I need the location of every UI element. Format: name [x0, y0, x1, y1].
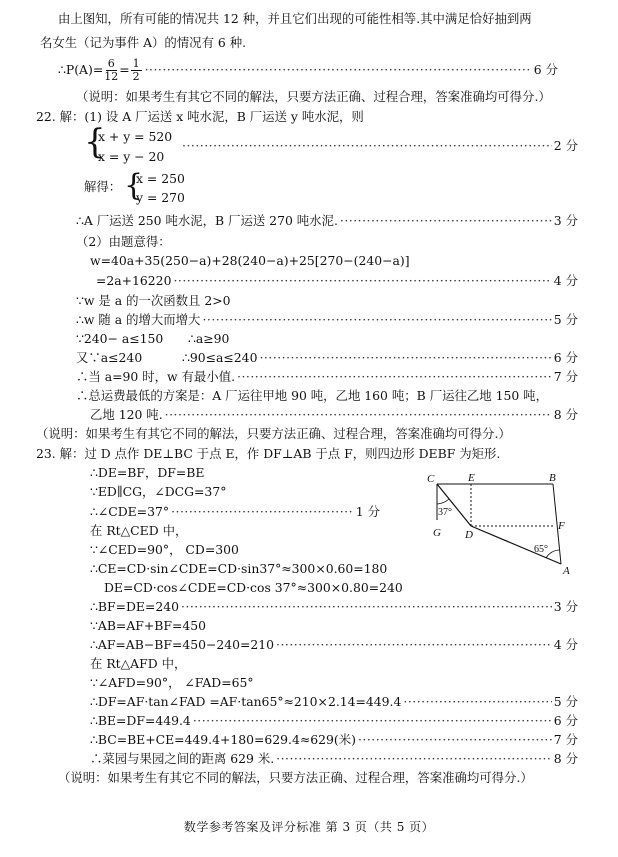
label-B: B	[549, 472, 556, 484]
equation: x + y = 520	[98, 129, 173, 144]
note-line: （说明：如果考生有其它不同的解法，只要方法正确、过程合理，答案准确均可得分.）	[58, 770, 533, 785]
equation: x = y − 20	[98, 149, 165, 164]
text-line: 由上图知，所有可能的情况共 12 种，并且它们出现的可能性相等.其中满足恰好抽到两	[58, 11, 532, 26]
statement: ∴BF=DE=240	[90, 599, 179, 614]
angle-label-37: 37°	[438, 507, 452, 518]
label-F: F	[558, 520, 565, 532]
statement: 在 Rt△AFD 中，	[90, 656, 187, 671]
equals-sign: =	[119, 62, 130, 77]
score-line	[96, 272, 578, 290]
score: 5 分	[553, 312, 578, 327]
score-line	[90, 636, 578, 654]
score: 8 分	[553, 751, 578, 766]
question-23-heading: 23. 解：过 D 点作 DE⊥BC 于点 E，作 DF⊥AB 于点 F，则四边形 DEBF 为矩形.	[36, 446, 501, 461]
score-line	[76, 311, 578, 329]
statement: ∵∠AFD=90°， ∠FAD=65°	[90, 675, 254, 690]
denominator: 2	[132, 70, 140, 83]
leader-dots	[165, 406, 552, 424]
label-D: D	[465, 529, 473, 541]
score: 6 分	[553, 350, 578, 365]
statement: ∴a≥90	[188, 331, 230, 346]
score: 6 分	[553, 713, 578, 728]
label-A: A	[563, 565, 570, 577]
score: 3 分	[553, 213, 578, 228]
leader-dots	[193, 712, 552, 730]
leader-dots	[358, 731, 552, 749]
score-line	[182, 349, 578, 367]
numerator: 6	[107, 57, 115, 70]
system-brace: {	[84, 122, 106, 162]
system-brace: {	[124, 168, 144, 203]
leader-dots	[276, 636, 552, 654]
statement: 在 Rt△CED 中，	[90, 523, 188, 538]
numerator: 1	[132, 57, 140, 70]
statement: ∵w 是 a 的一次函数且 2>0	[76, 293, 231, 308]
equation: =2a+16220	[96, 273, 172, 288]
score: 4 分	[553, 637, 578, 652]
score: 3 分	[553, 599, 578, 614]
leader-dots	[237, 368, 552, 386]
statement: ∵240− a≤150	[76, 331, 164, 346]
leader-dots	[145, 58, 532, 82]
leader-dots	[340, 212, 552, 230]
score-line	[180, 137, 578, 155]
text-line: 名女生（记为事件 A）的情况有 6 种.	[40, 35, 247, 50]
score-line	[90, 712, 578, 730]
score: 8 分	[553, 407, 578, 422]
score-line	[90, 693, 578, 711]
statement: ∴A 厂运送 250 吨水泥，B 厂运送 270 吨水泥.	[76, 213, 338, 228]
fraction	[104, 58, 118, 83]
score-line	[58, 58, 558, 83]
label-G: G	[433, 527, 441, 539]
score-line	[90, 406, 578, 424]
score: 5 分	[553, 694, 578, 709]
leader-dots	[202, 311, 551, 329]
statement: ∴AF=AB−BF=450−240=210	[90, 637, 275, 652]
fraction	[131, 58, 142, 83]
note-line: （说明：如果考生有其它不同的解法，只要方法正确、过程合理，答案准确均可得分.）	[76, 89, 551, 104]
statement: 乙地 120 吨.	[90, 407, 163, 422]
statement: ∴CE=CD·sin∠CDE=CD·sin37°≈300×0.60=180	[90, 561, 388, 576]
label-E: E	[468, 472, 475, 484]
part-heading: （2）由题意得：	[76, 234, 171, 249]
statement: ∴当 a=90 时，w 有最小值.	[76, 369, 236, 384]
leader-dots	[173, 272, 551, 290]
denominator: 12	[104, 70, 119, 83]
score: 2 分	[553, 138, 578, 153]
statement: 又∵a≤240	[76, 350, 143, 365]
leader-dots	[259, 349, 551, 367]
statement: ∴∠CDE=37°	[90, 504, 170, 519]
score-line	[90, 503, 380, 521]
leader-dots	[276, 750, 552, 768]
score-line	[90, 750, 578, 768]
angle-arc-37	[437, 499, 449, 504]
score: 7 分	[553, 732, 578, 747]
leader-dots	[403, 693, 551, 711]
equation: w=40a+35(250−a)+28(240−a)+25[270−(240−a)]	[90, 253, 410, 268]
statement: ∵∠CED=90°， CD=300	[90, 542, 239, 557]
statement: ∵ED∥CG，∠DCG=37°	[90, 484, 227, 499]
statement: ∴90≤a≤240	[182, 350, 258, 365]
statement: ∵AB=AF+BF=450	[90, 618, 206, 633]
solution: y = 270	[136, 190, 185, 205]
score: 7 分	[553, 369, 578, 384]
page-footer: 数学参考答案及评分标准 第 3 页（共 5 页）	[183, 820, 435, 834]
score-line	[90, 731, 578, 749]
solution: x = 250	[136, 171, 185, 186]
statement: ∴BE=DF=449.4	[90, 713, 191, 728]
statement: ∴菜园与果园之间的距离 629 米.	[90, 751, 275, 766]
score-line	[76, 368, 578, 386]
statement: ∴w 随 a 的增大而增大	[76, 312, 201, 327]
score: 4 分	[553, 273, 578, 288]
statement: ∴总运费最低的方案是：A 厂运往甲地 90 吨，乙地 160 吨；B 厂运往乙地 150 吨，	[76, 388, 548, 403]
angle-label-65: 65°	[534, 544, 548, 555]
geometry-figure	[425, 470, 575, 580]
probability-formula	[58, 58, 143, 83]
note-line: （说明：如果考生有其它不同的解法，只要方法正确、过程合理，答案准确均可得分.）	[36, 426, 511, 441]
score-line	[76, 212, 578, 230]
segment-CD	[437, 484, 471, 526]
question-22-heading: 22. 解：(1) 设 A 厂运送 x 吨水泥，B 厂运送 y 吨水泥，则	[36, 109, 364, 124]
label-C: C	[427, 473, 435, 485]
formula-prefix: ∴P(A)=	[58, 62, 104, 77]
statement: ∴DF=AF·tan∠FAD =AF·tan65°≈210×2.14=449.4	[90, 694, 402, 709]
label: 解得：	[84, 179, 122, 194]
score: 6 分	[533, 62, 558, 77]
score-line	[90, 598, 578, 616]
statement: ∴BC=BE+CE=449.4+180=629.4≈629(米)	[90, 732, 356, 747]
score: 1 分	[355, 504, 380, 519]
leader-dots	[181, 598, 552, 616]
leader-dots	[182, 137, 552, 155]
statement: ∴DE=BF，DF=BE	[90, 465, 205, 480]
statement: DE=CD·cos∠CDE=CD·cos 37°≈300×0.80=240	[104, 580, 403, 595]
leader-dots	[171, 503, 354, 521]
